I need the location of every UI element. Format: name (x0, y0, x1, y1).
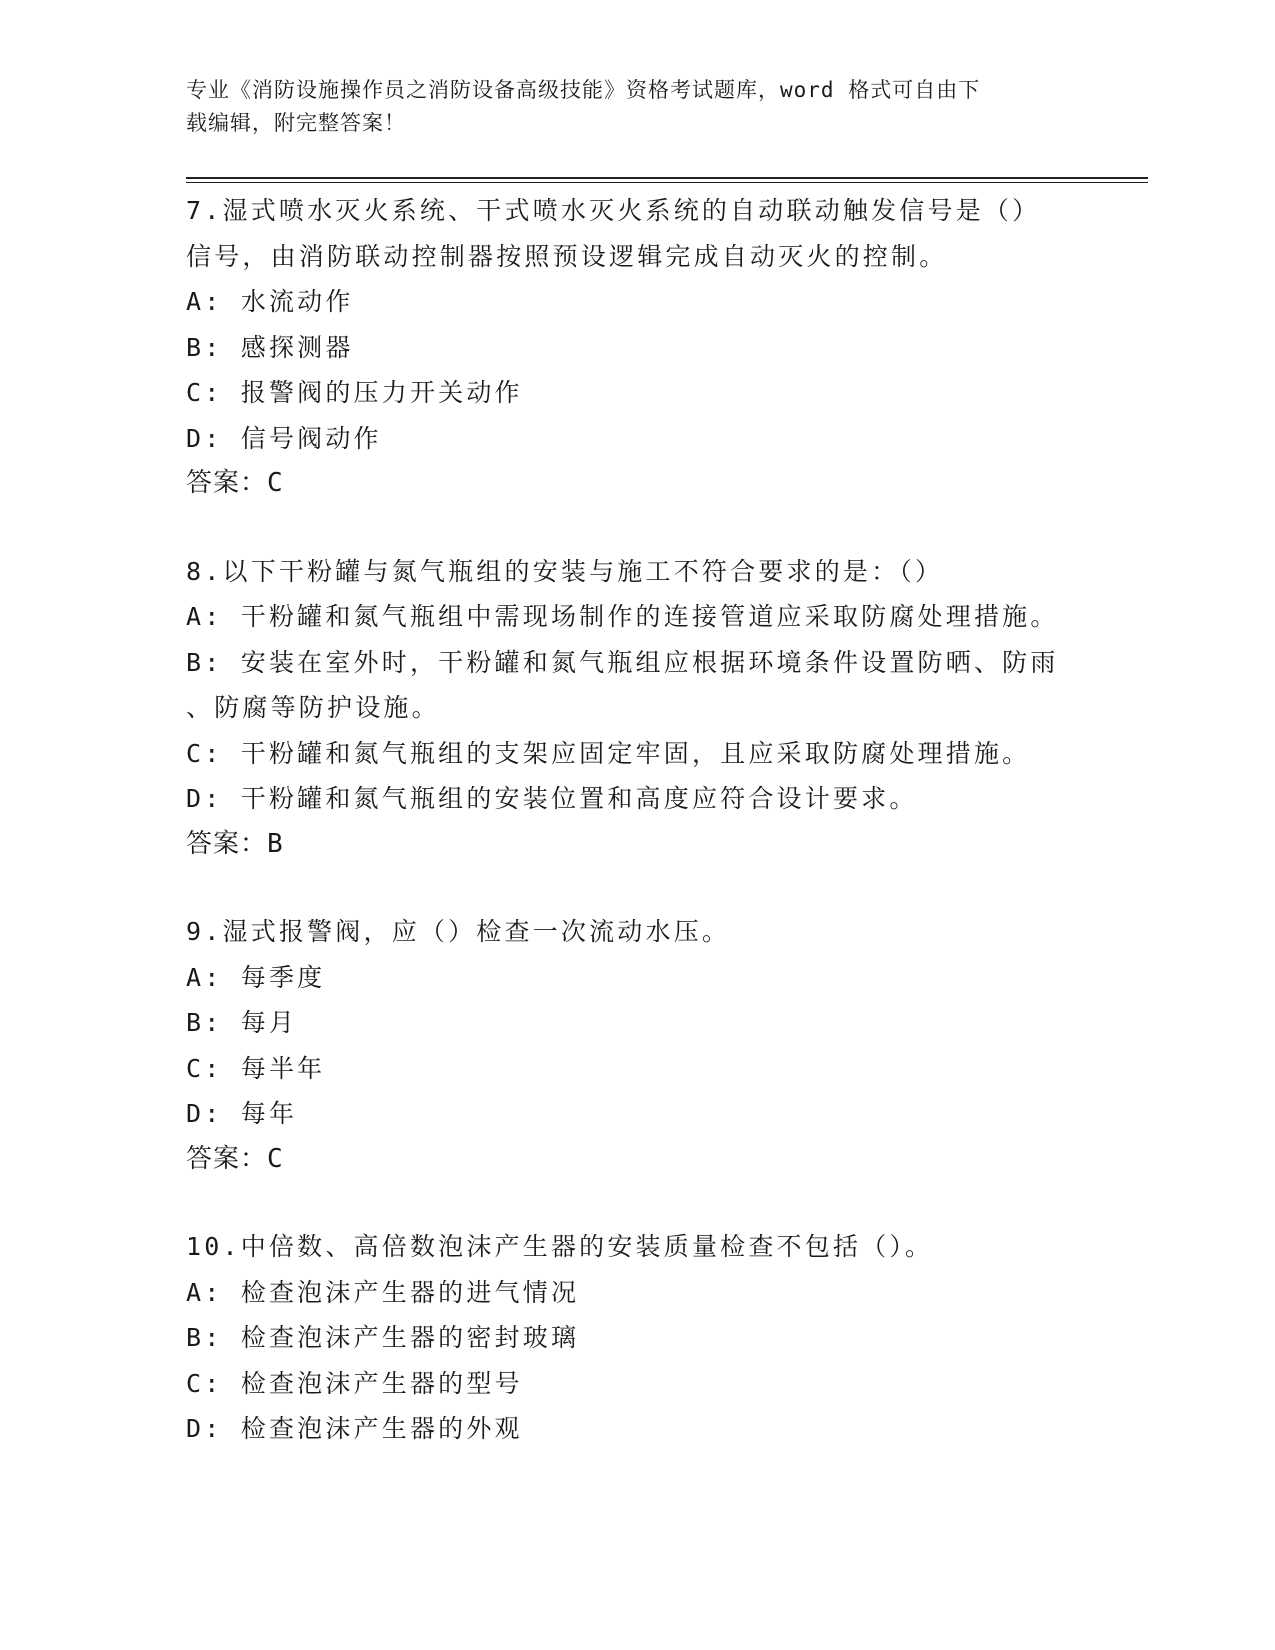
header-rule-thick (186, 177, 1148, 179)
question-stem: 7.湿式喷水灭火系统、干式喷水灭火系统的自动联动触发信号是（） (186, 196, 1041, 225)
header-rule-thin (186, 182, 1148, 183)
question-list (186, 188, 1086, 1494)
document-header (186, 74, 1066, 140)
option-a: A: 每季度 (186, 962, 326, 992)
option-a: A: 检查泡沫产生器的进气情况 (186, 1277, 580, 1307)
answer-label: 答案：C (186, 1143, 284, 1174)
header-line-1: 专业《消防设施操作员之消防设备高级技能》资格考试题库，word 格式可自由下 (186, 78, 981, 102)
option-c: C: 检查泡沫产生器的型号 (186, 1368, 523, 1398)
question-stem: 8.以下干粉罐与氮气瓶组的安装与施工不符合要求的是：（） (186, 556, 944, 586)
option-b: B: 每月 (186, 1008, 298, 1037)
option-d: D: 每年 (186, 1099, 298, 1128)
question-stem: 信号，由消防联动控制器按照预设逻辑完成自动灭火的控制。 (186, 241, 948, 271)
option-a: A: 水流动作 (186, 287, 354, 316)
option-d: D: 干粉罐和氮气瓶组的安装位置和高度应符合设计要求。 (186, 784, 918, 813)
option-b: B: 安装在室外时，干粉罐和氮气瓶组应根据环境条件设置防晒、防雨 (186, 647, 1059, 677)
option-c: C: 报警阀的压力开关动作 (186, 378, 523, 407)
option-b: B: 检查泡沫产生器的密封玻璃 (186, 1323, 580, 1352)
answer-label: 答案：C (186, 468, 284, 498)
option-d: D: 检查泡沫产生器的外观 (186, 1414, 523, 1443)
question-10 (186, 1224, 1086, 1452)
question-stem: 10.中倍数、高倍数泡沫产生器的安装质量检查不包括（）。 (186, 1232, 934, 1261)
option-b-continued: 、防腐等防护设施。 (186, 693, 440, 722)
option-c: C: 干粉罐和氮气瓶组的支架应固定牢固，且应采取防腐处理措施。 (186, 738, 1031, 768)
answer-label: 答案：B (186, 828, 284, 859)
question-stem: 9.湿式报警阀，应（）检查一次流动水压。 (186, 917, 731, 946)
question-8 (186, 549, 1086, 868)
option-b: B: 感探测器 (186, 332, 354, 362)
header-line-2: 载编辑，附完整答案！ (186, 111, 406, 135)
option-a: A: 干粉罐和氮气瓶组中需现场制作的连接管道应采取防腐处理措施。 (186, 602, 1059, 631)
option-c: C: 每半年 (186, 1053, 326, 1083)
option-d: D: 信号阀动作 (186, 423, 382, 453)
question-9 (186, 909, 1086, 1182)
question-7 (186, 188, 1086, 507)
